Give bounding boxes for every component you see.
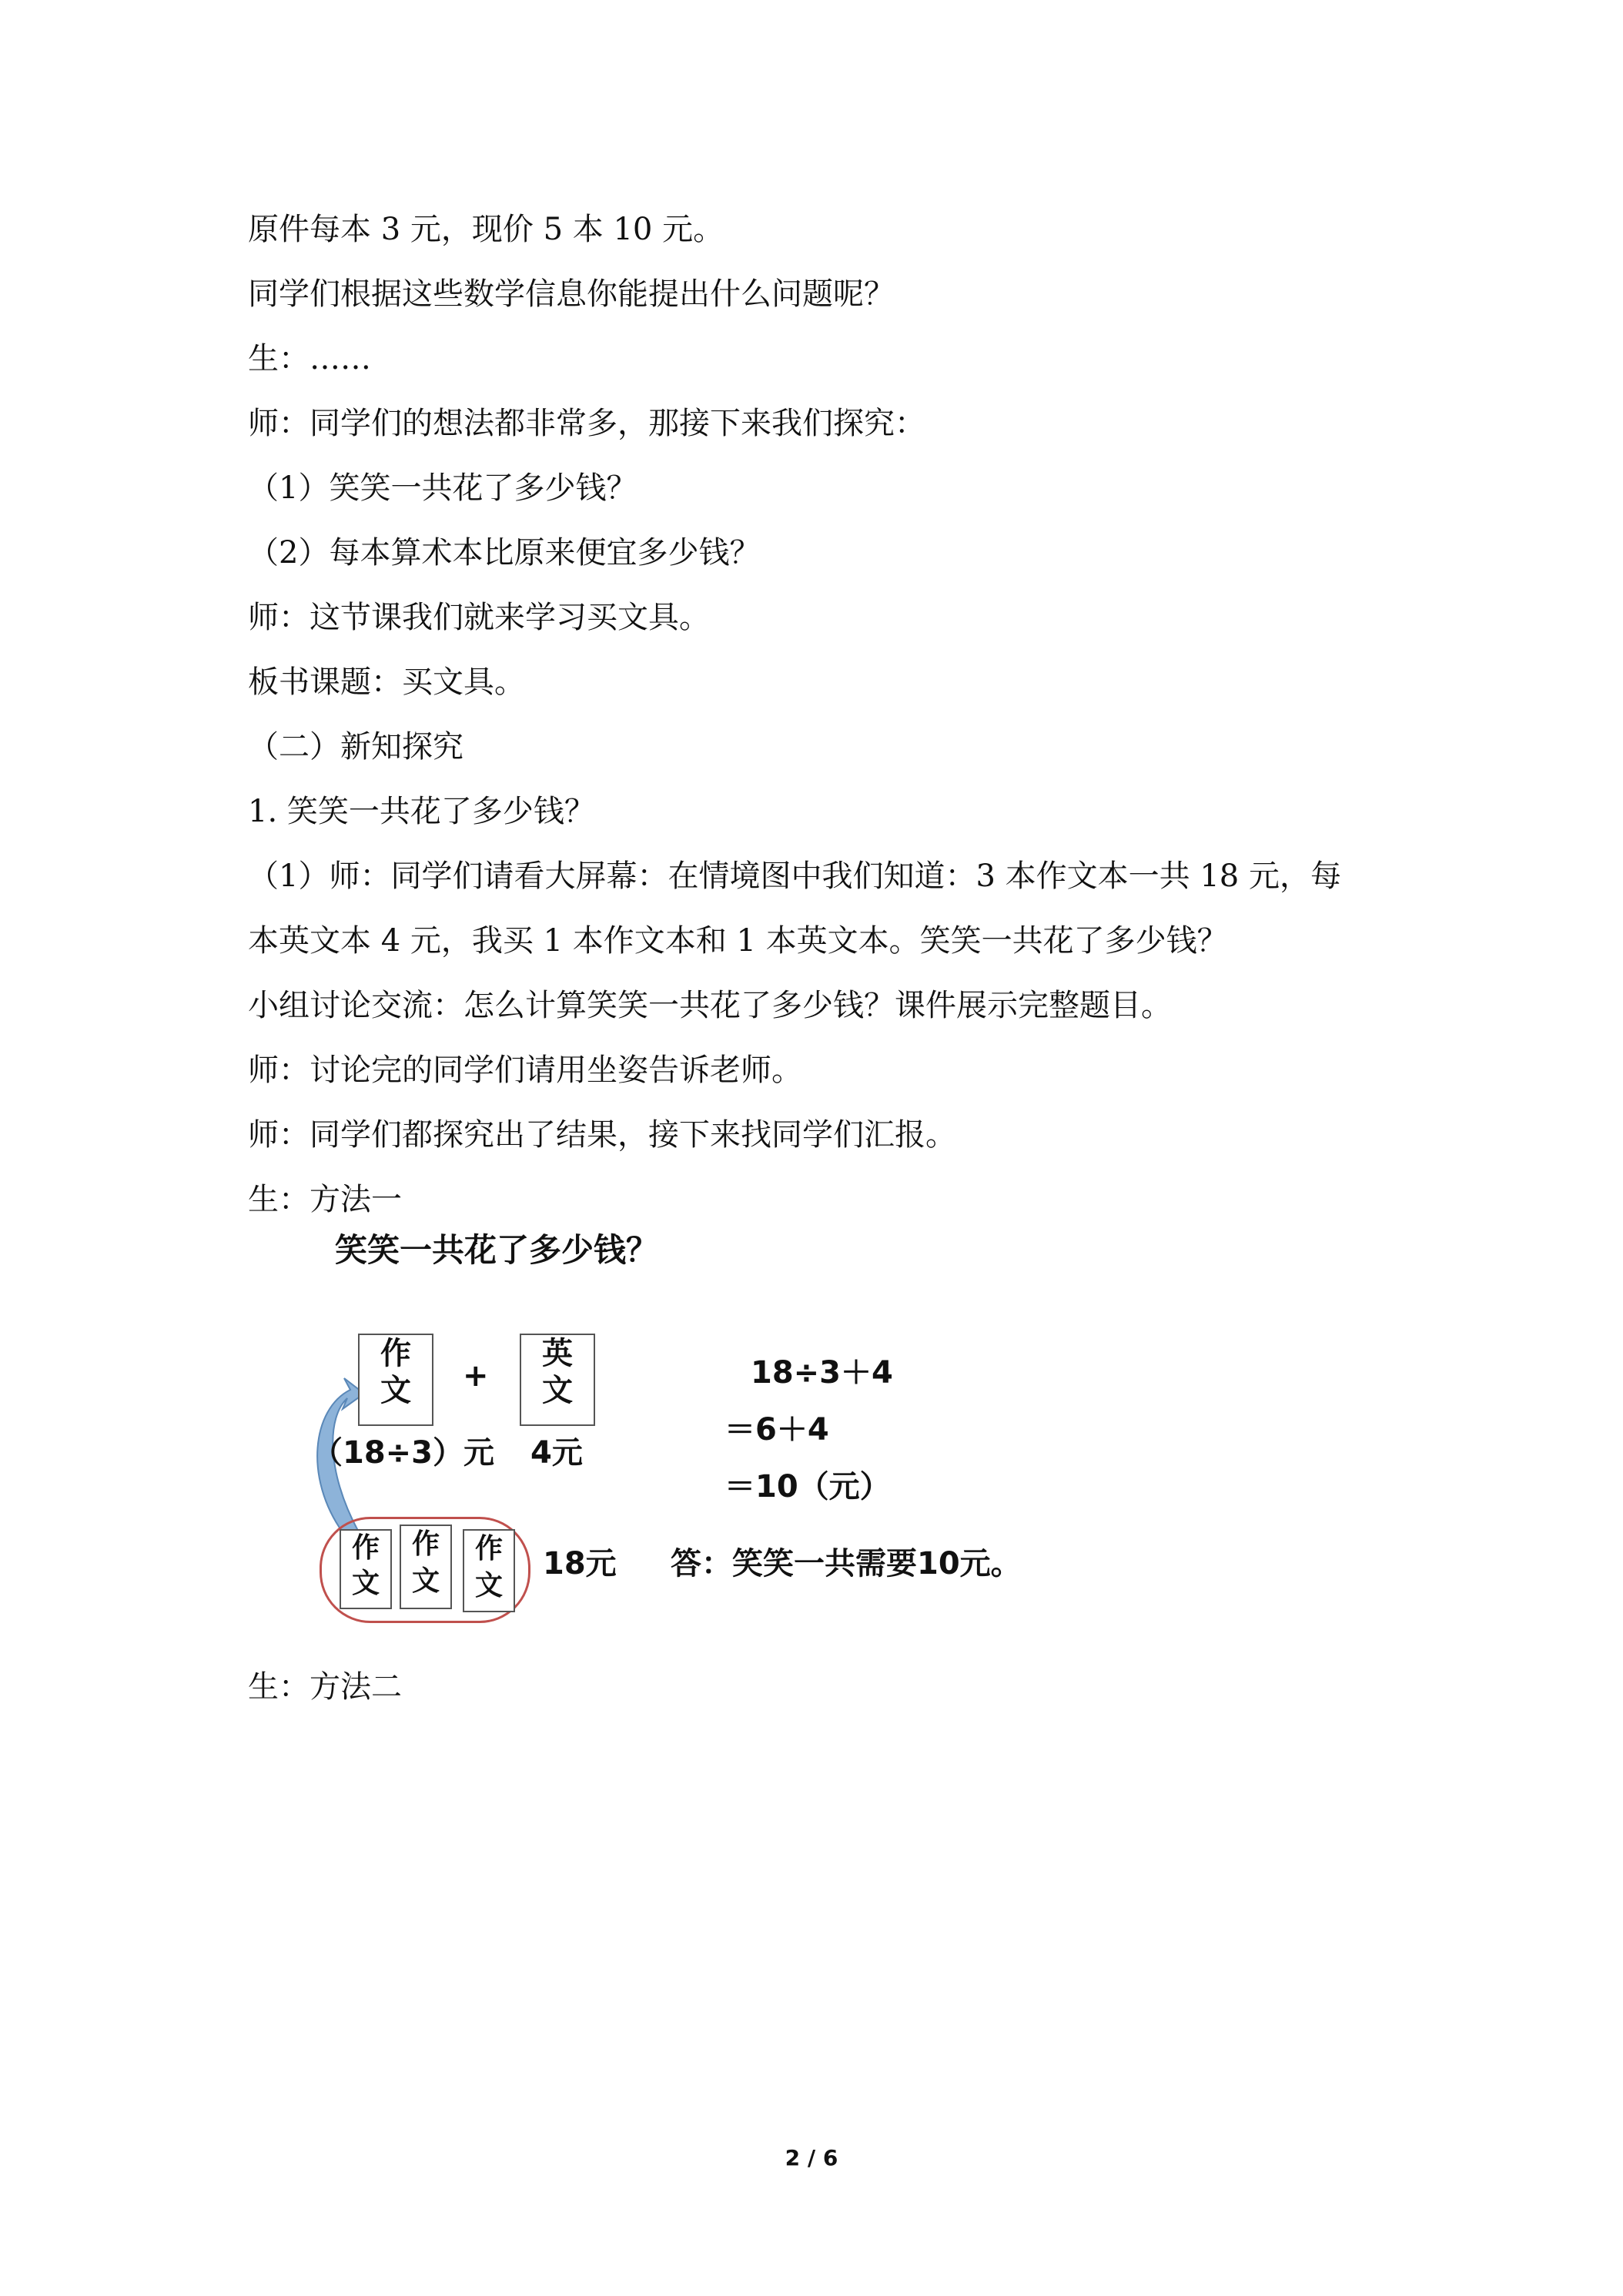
group-box-1-top-char: 作: [351, 1532, 380, 1564]
text-line-8: 板书课题：买文具。: [248, 664, 525, 700]
yingwen-box-top-char: 英: [542, 1336, 573, 1371]
text-line-6: （2）每本算术本比原来便宜多少钱？: [248, 535, 761, 571]
figure-title: 笑笑一共花了多少钱？: [335, 1231, 659, 1269]
text-line-5: （1）笑笑一共花了多少钱？: [248, 470, 637, 506]
yingwen-book-box: [520, 1334, 595, 1426]
group-box-2-bottom-char: 文: [411, 1565, 440, 1597]
group-price-label: 18元: [543, 1546, 617, 1581]
text-line-2: 同学们根据这些数学信息你能提出什么问题呢？: [248, 276, 895, 312]
text-line-4: 师：同学们的想法都非常多，那接下来我们探究：: [248, 406, 925, 441]
method-one-figure: [304, 1224, 1074, 1625]
method-two-label: 生：方法二: [248, 1669, 402, 1705]
group-box-3-bottom-char: 文: [474, 1570, 503, 1602]
calc-step-3: ＝10（元）: [724, 1469, 891, 1504]
zuowen-book-box: [358, 1334, 433, 1426]
text-line-11: （1）师：同学们请看大屏幕：在情境图中我们知道：3 本作文本一共 18 元，每: [248, 858, 1341, 894]
zuowen-group-box-2: [400, 1525, 452, 1609]
yingwen-box-bottom-char: 文: [542, 1373, 573, 1408]
group-box-2-top-char: 作: [411, 1528, 440, 1560]
zuowen-price-label: （18÷3）元: [312, 1435, 495, 1471]
zuowen-group-box-3: [463, 1529, 515, 1612]
zuowen-group-box-1: [340, 1529, 392, 1609]
yingwen-price-label: 4元: [530, 1435, 583, 1471]
text-line-12: 本英文本 4 元，我买 1 本作文本和 1 本英文本。笑笑一共花了多少钱？: [248, 923, 1228, 959]
zuowen-box-bottom-char: 文: [380, 1373, 411, 1408]
text-line-13: 小组讨论交流：怎么计算笑笑一共花了多少钱？课件展示完整题目。: [248, 988, 1172, 1023]
text-line-14: 师：讨论完的同学们请用坐姿告诉老师。: [248, 1053, 802, 1088]
text-line-1: 原件每本 3 元，现价 5 本 10 元。: [248, 212, 724, 247]
group-box-1-bottom-char: 文: [351, 1568, 380, 1599]
answer-text: 答：笑笑一共需要10元。: [671, 1546, 1022, 1581]
section-heading: （二）新知探究: [248, 729, 463, 765]
text-line-7: 师：这节课我们就来学习买文具。: [248, 600, 710, 635]
group-box-3-top-char: 作: [474, 1533, 503, 1565]
page-number: 2 / 6: [785, 2145, 838, 2170]
zuowen-box-top-char: 作: [380, 1336, 411, 1371]
calc-step-2: ＝6＋4: [724, 1412, 829, 1448]
plus-sign: +: [463, 1358, 489, 1394]
text-line-15: 师：同学们都探究出了结果，接下来找同学们汇报。: [248, 1117, 956, 1153]
text-line-3: 生：……: [248, 341, 371, 377]
question-heading: 1. 笑笑一共花了多少钱？: [248, 794, 595, 829]
calc-step-1: 18÷3＋4: [751, 1355, 893, 1391]
method-one-label: 生：方法一: [248, 1182, 402, 1217]
